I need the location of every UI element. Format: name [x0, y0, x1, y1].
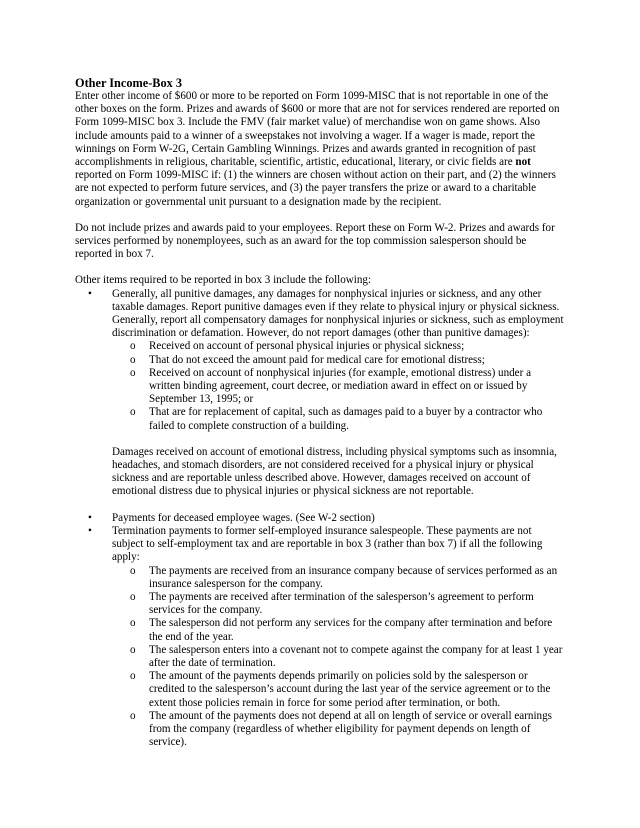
- sub-marker: o: [130, 366, 136, 379]
- spacer: [75, 261, 565, 274]
- other-items-intro: Other items required to be reported in box 3 include the following:: [75, 274, 372, 287]
- sub-item: [112, 406, 565, 432]
- bullet-item-termination-payments: [75, 525, 565, 749]
- sub-marker: o: [130, 617, 136, 630]
- sub-item: [112, 591, 565, 617]
- sub-item: [112, 710, 565, 750]
- sub-item-text: That are for replacement of capital, such as damages paid to a buyer by a contractor who failed to complete construction of a building.: [149, 406, 543, 432]
- bullet-item-damages: [75, 288, 565, 499]
- sub-item-text: Received on account of personal physical injuries or physical sickness;: [149, 340, 465, 353]
- sub-item-text: The salesperson did not perform any services for the company after termination and before the end of the year.: [149, 617, 553, 643]
- sub-marker: o: [130, 564, 136, 577]
- sub-item-text: The amount of the payments depends primarily on policies sold by the salesperson or credited to the salesperson’s account during the last year of the service agreement or to the extent those policies remain in force for some period after termination, or both.: [149, 670, 551, 709]
- bullet-marker: •: [88, 511, 92, 524]
- sub-marker: o: [130, 590, 136, 603]
- intro-text-a: Enter other income of $600 or more to be reported on Form 1099-MISC that is not reportable in one of the other boxes on the form. Prizes and awards of $600 or more that are not for services rendered are reported on Form 1099-MISC box 3. Include the FMV (fair market value) of merchandise won on game shows. Also include amounts paid to a winner of a sweepstakes not involving a wager. If a wager is made, report the winnings on Form W-2G, Certain Gambling Winnings. Prizes and awards granted in recognition of past accomplishments in religious, charitable, scientific, artistic, educational, literary, or civic fields are: [75, 90, 560, 169]
- emotional-distress-note: Damages received on account of emotional distress, including physical symptoms such as insomnia, headaches, and stomach disorders, are not considered received for a physical injury or physical sickness and are reportable unless described above. However, damages received on account of emotional distress due to physical injuries or physical sickness are not reportable.: [112, 445, 557, 498]
- sub-item: [112, 617, 565, 643]
- sub-marker: o: [130, 709, 136, 722]
- bullet-text: Termination payments to former self-employed insurance salespeople. These payments are not subject to self-employment tax and are reportable in box 3 (rather than box 7) if all the following apply:: [112, 524, 543, 564]
- sub-marker: o: [130, 670, 136, 683]
- bullet-text: Payments for deceased employee wages. (See W-2 section): [112, 511, 375, 524]
- intro-text-b: reported on Form 1099-MISC if: (1) the winners are chosen without action on their part, and (2) the winners are not expected to perform future services, and (3) the payer transfers the prize or award to a charitable organization or governmental unit pursuant to a designation made by the recipient.: [75, 169, 556, 208]
- intro-emphasis: not: [515, 156, 531, 169]
- sub-list: [112, 340, 565, 432]
- document-page: [75, 76, 565, 749]
- sub-item: [112, 670, 565, 710]
- intro-paragraph: [75, 90, 565, 209]
- spacer: [75, 209, 565, 222]
- sub-item: [112, 565, 565, 591]
- section-heading: Other Income-Box 3: [75, 76, 183, 90]
- sub-item-text: The payments are received from an insurance company because of services performed as an insurance salesperson for the company.: [149, 564, 558, 590]
- bullet-list: [75, 288, 565, 750]
- sub-list: [112, 565, 565, 750]
- sub-item: [112, 644, 565, 670]
- sub-item-text: The payments are received after termination of the salesperson’s agreement to perform services for the company.: [149, 590, 534, 617]
- sub-marker: o: [130, 643, 136, 656]
- sub-item: [112, 340, 565, 353]
- bullet-marker: •: [88, 524, 92, 537]
- sub-item-text: Received on account of nonphysical injuries (for example, emotional distress) under a written binding agreement, court decree, or mediation award in effect on or issued by September 13, 1995; or: [149, 366, 531, 406]
- bullet-marker: •: [88, 287, 92, 300]
- sub-marker: o: [130, 353, 136, 366]
- bullet-item-deceased-wages: [75, 512, 565, 525]
- sub-item: [112, 354, 565, 367]
- sub-item: [112, 367, 565, 407]
- sub-item-text: That do not exceed the amount paid for medical care for emotional distress;: [149, 353, 485, 366]
- sub-marker: o: [130, 340, 136, 353]
- employees-paragraph: Do not include prizes and awards paid to your employees. Report these on Form W-2. Prizes and awards for services performed by nonemployees, such as an award for the top commission salesperson should be reported in box 7.: [75, 221, 555, 261]
- sub-marker: o: [130, 406, 136, 419]
- sub-item-text: The amount of the payments does not depend at all on length of service or overall earnings from the company (regardless of whether eligibility for payment depends on length of service).: [149, 709, 552, 749]
- bullet-text: Generally, all punitive damages, any damages for nonphysical injuries or sickness, and any other taxable damages. Report punitive damages even if they relate to physical injury or physical sickness. Generally, report all compensatory damages for nonphysical injuries or sickness, such as employment discrimination or defamation. However, do not report damages (other than punitive damages):: [112, 287, 564, 340]
- sub-item-text: The salesperson enters into a covenant not to compete against the company for at least 1 year after the date of termination.: [149, 643, 563, 669]
